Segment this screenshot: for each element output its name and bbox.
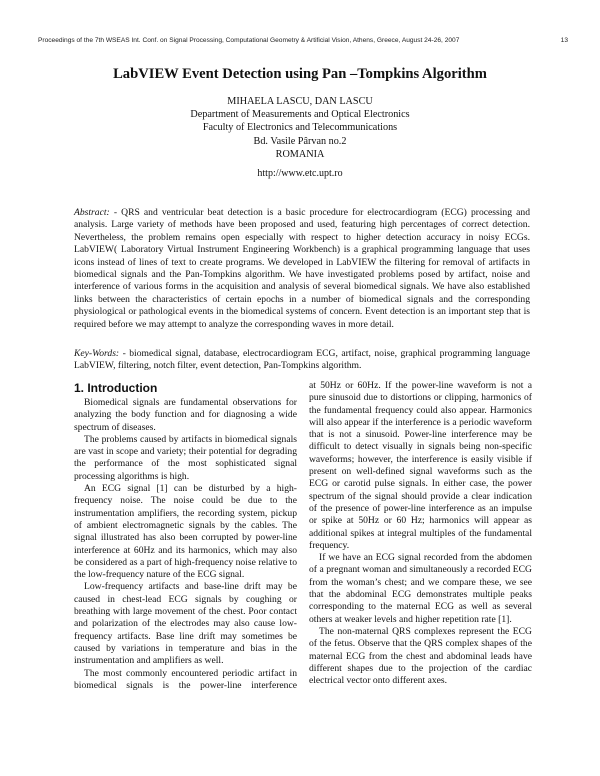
- paragraph: The problems caused by artifacts in biomedical signals are vast in scope and variety; their potential for degrading the performance of the most sophisticated signal processing algorithms is high.: [74, 433, 297, 482]
- author-url[interactable]: http://www.etc.upt.ro: [257, 168, 343, 179]
- author-department: Department of Measurements and Optical Electronics: [190, 109, 410, 121]
- page-number: 13: [560, 37, 568, 44]
- keywords-label: Key-Words:: [74, 348, 120, 359]
- paragraph: If we have an ECG signal recorded from the abdomen of a pregnant woman and simultaneously a recorded ECG from the woman’s chest; and we compare these, we see that the abdominal ECG demonstrates multiple peaks corresponding to the maternal ECG as well as several others at weaker levels and higher repetition rate [1].: [309, 552, 532, 625]
- abstract-label: Abstract:: [74, 207, 110, 218]
- running-header: [38, 37, 568, 44]
- paragraph: Biomedical signals are fundamental observations for analyzing the body function and for diagnosing a wide spectrum of diseases.: [74, 397, 297, 433]
- author-country: ROMANIA: [275, 148, 325, 160]
- left-column: [74, 380, 297, 692]
- paragraph: An ECG signal [1] can be disturbed by a high-frequency noise. The noise could be due to the instrumentation amplifiers, the recording system, pickup of ambient electromagnetic signals by the cables. The signal illustrated has also been corrupted by power-line interference at 60Hz and its harmonics, which may also be considered as a part of high-frequency noise relative to the low-frequency nature of the ECG signal.: [74, 483, 297, 581]
- author-address: Bd. Vasile Pârvan no.2: [253, 135, 347, 147]
- paragraph: at 50Hz or 60Hz. If the power-line waveform is not a pure sinusoid due to distortions or clipping, harmonics of the fundamental frequency could also appear. Harmonics will also appear if the interference is a periodic waveform that is not a sinusoid. Power-line interference may be difficult to detect visually in signals being non-specific waveforms; however, the interference is easily visible if present on well-defined signal waveforms such as the ECG or carotid pulse signals. In either case, the power spectrum of the signal should provide a clear indication of the presence of power-line interference as an impulse or spike at 50Hz or 60 Hz; harmonics will appear as additional spikes at integral multiples of the fundamental frequency.: [309, 380, 532, 551]
- author-block: [0, 95, 600, 161]
- paragraph: The most commonly encountered periodic artifact in biomedical signals is the power-line interference: [74, 667, 297, 691]
- paragraph: The non-maternal QRS complexes represent the ECG of the fetus. Observe that the QRS complex shapes of the maternal ECG from the chest and abdominal leads have different shapes due to the projection of the cardiac electrical vector onto different axes.: [309, 625, 532, 687]
- abstract: [74, 207, 530, 331]
- abstract-text: - QRS and ventricular beat detection is a basic procedure for electrocardiogram (ECG) processing and analysis. Large variety of methods have been proposed and used, featuring high percentages of correct detection. Nevertheless, the problem remains open especially with respect to higher detection accuracy in noisy ECGs. LabVIEW( Laboratory Virtual Instrument Engineering Workbench) is a graphical programming language that uses icons instead of lines of text to create programs. We developed in LabVIEW the filtering for removal of artifacts in biomedical signals and the Pan-Tompkins algorithm. We have investigated problems posed by artifact, noise and interference of various forms in the acquisition and analysis of several biomedical signals. We have also established links between the characteristics of certain epochs in a number of biomedical signals and the corresponding physiological or pathological events in the biomedical systems of concern. Event detection is an important step that is required before we may attempt to analyze the corresponding waves in more detail.: [74, 207, 530, 330]
- keywords: [74, 348, 530, 373]
- paper-title: LabVIEW Event Detection using Pan –Tompkins Algorithm: [113, 66, 487, 82]
- right-column: [309, 380, 532, 687]
- keywords-text: - biomedical signal, database, electrocardiogram ECG, artifact, noise, graphical programming language LabVIEW, filtering, notch filter, event detection, Pan-Tompkins algorithm.: [74, 348, 530, 372]
- author-faculty: Faculty of Electronics and Telecommunications: [202, 122, 398, 134]
- section-heading: 1. Introduction: [74, 381, 158, 395]
- paragraph: Low-frequency artifacts and base-line drift may be caused in chest-lead ECG signals by coughing or breathing with large movement of the chest. Poor contact and polarization of the electrodes may also cause low-frequency artifacts. Base line drift may sometimes be caused by variations in temperature and bias in the instrumentation and amplifiers as well.: [74, 581, 297, 667]
- running-header-text: Proceedings of the 7th WSEAS Int. Conf. on Signal Processing, Computational Geometry & Artificial Vision, Athens, Greece, August 24-26, 2007: [38, 37, 460, 44]
- author-names: MIHAELA LASCU, DAN LASCU: [227, 96, 373, 107]
